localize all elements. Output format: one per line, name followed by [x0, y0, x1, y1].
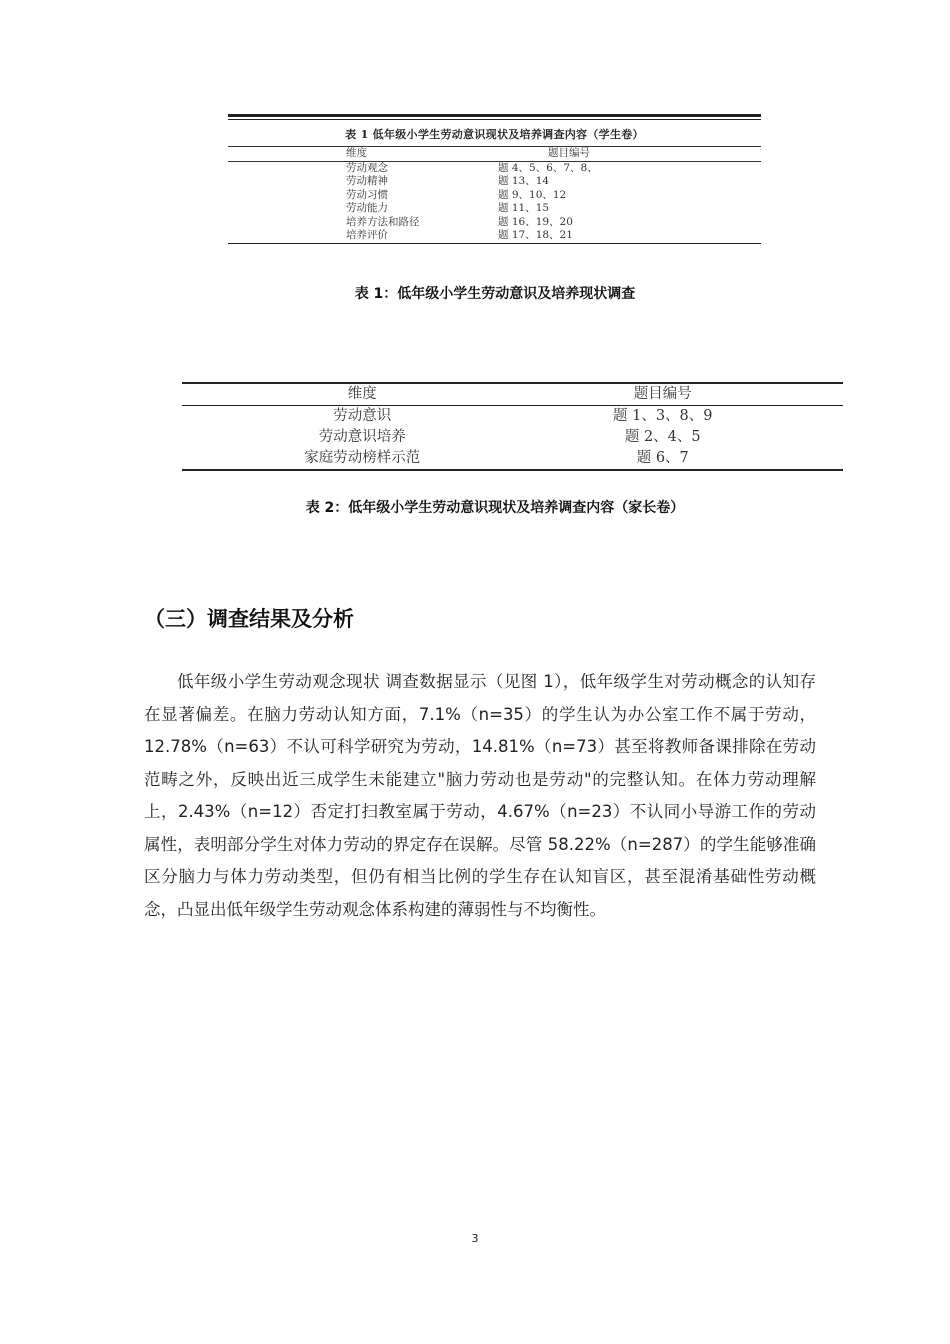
table-cell: 家庭劳动榜样示范 [304, 450, 421, 466]
table-1-grid [228, 147, 761, 161]
table-row [182, 427, 843, 448]
table-2-body [182, 406, 843, 469]
table-row [182, 406, 843, 427]
table-1-title: 表 1 低年级小学生劳动意识现状及培养调查内容（学生卷） [345, 128, 644, 141]
page-number: 3 [471, 1232, 479, 1245]
table-cell: 劳动精神 [346, 175, 388, 187]
table-row [228, 175, 761, 189]
table-cell: 劳动习惯 [346, 188, 388, 201]
table-1-body [228, 162, 761, 243]
table-1-caption: 表 1：低年级小学生劳动意识及培养现状调查 [354, 286, 636, 302]
table-row [228, 216, 761, 230]
table-cell: 题 9、10、12 [498, 188, 567, 201]
table-2-header-row [182, 384, 843, 405]
table-cell: 题 4、5、6、7、8、 [498, 161, 598, 174]
table-cell: 劳动意识培养 [318, 429, 406, 445]
table-row [182, 448, 843, 469]
table-cell: 题 17、18、21 [498, 229, 573, 241]
table-row [228, 189, 761, 203]
table-1-header-cell: 维度 [346, 147, 367, 159]
table-row [228, 229, 761, 243]
table-2-caption: 表 2：低年级小学生劳动意识现状及培养调查内容（家长卷） [305, 500, 685, 516]
table-cell: 劳动意识 [333, 408, 392, 424]
table-cell: 培养评价 [346, 229, 388, 241]
table-2-header [182, 384, 843, 405]
table-cell: 题 2、4、5 [624, 429, 701, 445]
table-2-header-cell: 题目编号 [633, 386, 692, 402]
table-cell: 劳动观念 [346, 161, 388, 174]
table-cell: 题 11、15 [498, 202, 550, 214]
table-cell: 题 6、7 [636, 450, 689, 466]
table-2 [182, 382, 843, 471]
table-row [228, 162, 761, 176]
table-cell: 劳动能力 [346, 202, 388, 214]
table-cell: 题 13、14 [498, 175, 550, 187]
table-1 [228, 114, 761, 244]
table-cell: 题 1、3、8、9 [612, 408, 713, 424]
body-paragraph: 低年级小学生劳动观念现状 调查数据显示（见图 1），低年级学生对劳动概念的认知存在显著偏差。在脑力劳动认知方面，7.1%（n=35）的学生认为办公室工作不属于劳动，12.78%（n=63）不认可科学研究为劳动，14.81%（n=73）甚至将教师备课排除在劳动范畴之外，反映出近三成学生未能建立"脑力劳动也是劳动"的完整认知。在体力劳动理解上，2.43%（n=12）否定打扫教室属于劳动，4.67%（n=23）不认同小导游工作的劳动属性，表明部分学生对体力劳动的界定存在误解。尽管 58.22%（n=287）的学生能够准确区分脑力与体力劳动类型，但仍有相当比例的学生存在认知盲区，甚至混淆基础性劳动概念，凸显出低年级学生劳动观念体系构建的薄弱性与不均衡性。 [144, 672, 816, 919]
table-2-bottom-rule [182, 469, 843, 471]
table-cell: 题 16、19、20 [498, 215, 573, 228]
table-1-top-rule [228, 114, 761, 117]
table-1-header-row [228, 147, 761, 161]
table-1-bottom-rule [228, 243, 761, 244]
table-cell: 培养方法和路径 [346, 215, 420, 228]
section-heading: （三）调查结果及分析 [144, 607, 354, 631]
table-1-header-cell: 题目编号 [548, 147, 590, 159]
table-row [228, 202, 761, 216]
table-2-header-cell: 维度 [347, 386, 377, 402]
